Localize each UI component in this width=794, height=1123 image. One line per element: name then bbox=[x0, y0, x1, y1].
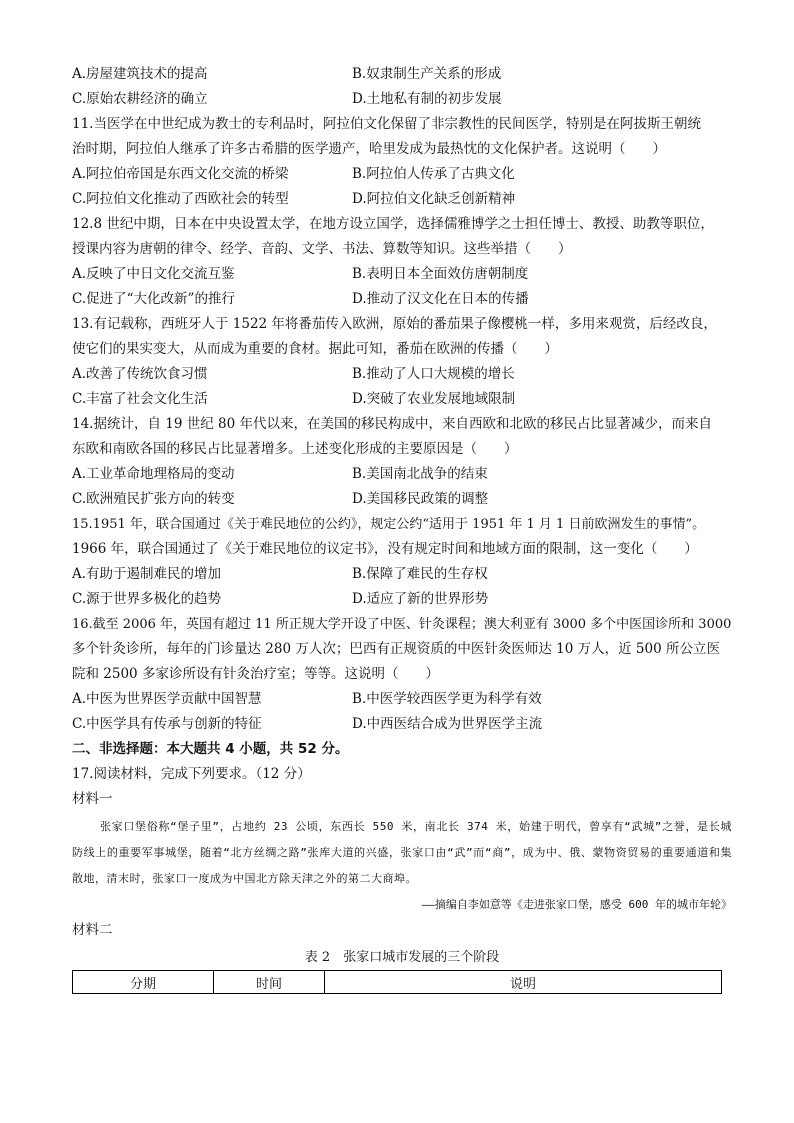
q11-option-a[interactable]: A.阿拉伯帝国是东西文化交流的桥梁 bbox=[72, 166, 289, 182]
q12-options-row1 bbox=[72, 262, 732, 287]
q13-option-c[interactable]: C.丰富了社会文化生活 bbox=[72, 391, 208, 407]
material1-source: ——摘编自李如意等《走进张家口堡，感受 600 年的城市年轮》 bbox=[421, 898, 732, 911]
table-header-time: 时间 bbox=[214, 971, 325, 994]
q14-options-row1 bbox=[72, 462, 732, 487]
q17-stem: 17.阅读材料，完成下列要求。（12 分） bbox=[72, 766, 311, 782]
q11-options-row2 bbox=[72, 187, 732, 212]
q14-option-b[interactable]: B.美国南北战争的结束 bbox=[352, 466, 488, 482]
q12-stem-line1: 12.8 世纪中期，日本在中央设置太学，在地方设立国学，选择儒雅博学之士担任博士、教授、助教等职位， bbox=[72, 216, 714, 232]
q15-option-b[interactable]: B.保障了难民的生存权 bbox=[352, 566, 488, 582]
q16-options-row2 bbox=[72, 712, 732, 737]
material2-label: 材料二 bbox=[72, 922, 113, 938]
q13-stem-line2: 使它们的果实变大，从而成为重要的食材。据此可知，番茄在欧洲的传播（ ） bbox=[72, 341, 558, 357]
q13-option-d[interactable]: D.突破了农业发展地域限制 bbox=[352, 391, 516, 407]
q14-options-row2 bbox=[72, 487, 732, 512]
q15-stem-line2: 1966 年，联合国通过了《关于难民地位的议定书》，没有规定时间和地域方面的限制，这一变化（ ） bbox=[72, 541, 698, 557]
q13-option-b[interactable]: B.推动了人口大规模的增长 bbox=[352, 366, 515, 382]
exam-page bbox=[72, 62, 732, 994]
q15-option-a[interactable]: A.有助于遏制难民的增加 bbox=[72, 566, 222, 582]
q16-options-row1 bbox=[72, 687, 732, 712]
q16-option-d[interactable]: D.中西医结合成为世界医学主流 bbox=[352, 716, 543, 732]
table-header-period: 分期 bbox=[73, 971, 214, 994]
q10-options-row2 bbox=[72, 87, 732, 112]
q10-option-d[interactable]: D.土地私有制的初步发展 bbox=[352, 91, 502, 107]
q12-stem-line2: 授课内容为唐朝的律令、经学、音韵、文学、书法、算数等知识。这些举措（ ） bbox=[72, 241, 572, 257]
q10-options-row1 bbox=[72, 62, 732, 87]
q15-options-row1 bbox=[72, 562, 732, 587]
table-caption: 表 2 张家口城市发展的三个阶段 bbox=[304, 950, 500, 965]
material1-text: 张家口堡俗称“堡子里”，占地约 23 公顷，东西长 550 米，南北长 374 米，始建于明代，曾享有“武城”之誉，是长城防线上的重要军事城堡，随着“北方丝绸之路”张库大道的兴盛，张家口由“武”而“商”，成为中、俄、蒙物资贸易的重要通道和集散地，清末时，张家口一度成为中国北方除天津之外的第二大商埠。 bbox=[72, 820, 732, 885]
q12-option-d[interactable]: D.推动了汉文化在日本的传播 bbox=[352, 291, 529, 307]
q10-option-c[interactable]: C.原始农耕经济的确立 bbox=[72, 91, 208, 107]
q14-option-c[interactable]: C.欧洲殖民扩张方向的转变 bbox=[72, 491, 235, 507]
q11-option-b[interactable]: B.阿拉伯人传承了古典文化 bbox=[352, 166, 515, 182]
q16-stem-line3: 院和 2500 多家诊所设有针灸治疗室；等等。这说明（ ） bbox=[72, 666, 439, 682]
q12-option-b[interactable]: B.表明日本全面效仿唐朝制度 bbox=[352, 266, 529, 282]
q11-stem-line2: 治时期，阿拉伯人继承了许多古希腊的医学遗产，哈里发成为最热忱的文化保护者。这说明（ ） bbox=[72, 141, 666, 157]
q13-option-a[interactable]: A.改善了传统饮食习惯 bbox=[72, 366, 208, 382]
q12-option-c[interactable]: C.促进了“大化改新”的推行 bbox=[72, 291, 235, 307]
material1-label: 材料一 bbox=[72, 791, 113, 807]
q11-options-row1 bbox=[72, 162, 732, 187]
q14-option-d[interactable]: D.美国移民政策的调整 bbox=[352, 491, 489, 507]
section-heading: 二、非选择题：本大题共 4 小题，共 52 分。 bbox=[72, 741, 349, 757]
q14-stem-line2: 东欧和南欧各国的移民占比显著增多。上述变化形成的主要原因是（ ） bbox=[72, 441, 518, 457]
q11-option-c[interactable]: C.阿拉伯文化推动了西欧社会的转型 bbox=[72, 191, 289, 207]
q15-stem-line1: 15.1951 年，联合国通过《关于难民地位的公约》，规定公约“适用于 1951 年 1 月 1 日前欧洲发生的事情”。 bbox=[72, 517, 706, 532]
q13-stem-line1: 13.有记载称，西班牙人于 1522 年将番茄传入欧洲，原始的番茄果子像樱桃一样，多用来观赏，后经改良， bbox=[72, 316, 717, 332]
q11-stem-line1: 11.当医学在中世纪成为教士的专利品时，阿拉伯文化保留了非宗教性的民间医学，特别是在阿拔斯王朝统 bbox=[72, 116, 701, 132]
q12-option-a[interactable]: A.反映了中日文化交流互鉴 bbox=[72, 266, 235, 282]
q11-option-d[interactable]: D.阿拉伯文化缺乏创新精神 bbox=[352, 191, 516, 207]
q10-option-b[interactable]: B.奴隶制生产关系的形成 bbox=[352, 66, 502, 82]
stages-table bbox=[72, 970, 722, 994]
q16-option-a[interactable]: A.中医为世界医学贡献中国智慧 bbox=[72, 691, 262, 707]
q13-options-row1 bbox=[72, 362, 732, 387]
table-header-row bbox=[73, 971, 722, 994]
q14-option-a[interactable]: A.工业革命地理格局的变动 bbox=[72, 466, 235, 482]
q12-options-row2 bbox=[72, 287, 732, 312]
q16-stem-line1: 16.截至 2006 年，英国有超过 11 所正规大学开设了中医、针灸课程；澳大利亚有 3000 多个中医国诊所和 3000 bbox=[72, 617, 732, 632]
table-header-description: 说明 bbox=[325, 971, 722, 994]
q13-options-row2 bbox=[72, 387, 732, 412]
q10-option-a[interactable]: A.房屋建筑技术的提高 bbox=[72, 66, 208, 82]
q15-option-c[interactable]: C.源于世界多极化的趋势 bbox=[72, 591, 222, 607]
q15-option-d[interactable]: D.适应了新的世界形势 bbox=[352, 591, 489, 607]
q15-options-row2 bbox=[72, 587, 732, 612]
q16-option-b[interactable]: B.中医学较西医学更为科学有效 bbox=[352, 691, 542, 707]
q16-option-c[interactable]: C.中医学具有传承与创新的特征 bbox=[72, 716, 262, 732]
q14-stem-line1: 14.据统计，自 19 世纪 80 年代以来，在美国的移民构成中，来自西欧和北欧的移民占比显著减少，而来自 bbox=[72, 416, 712, 432]
q16-stem-line2: 多个针灸诊所，每年的门诊量达 280 万人次；巴西有正规资质的中医针灸医师达 10 万人，近 500 所公立医 bbox=[72, 641, 720, 657]
